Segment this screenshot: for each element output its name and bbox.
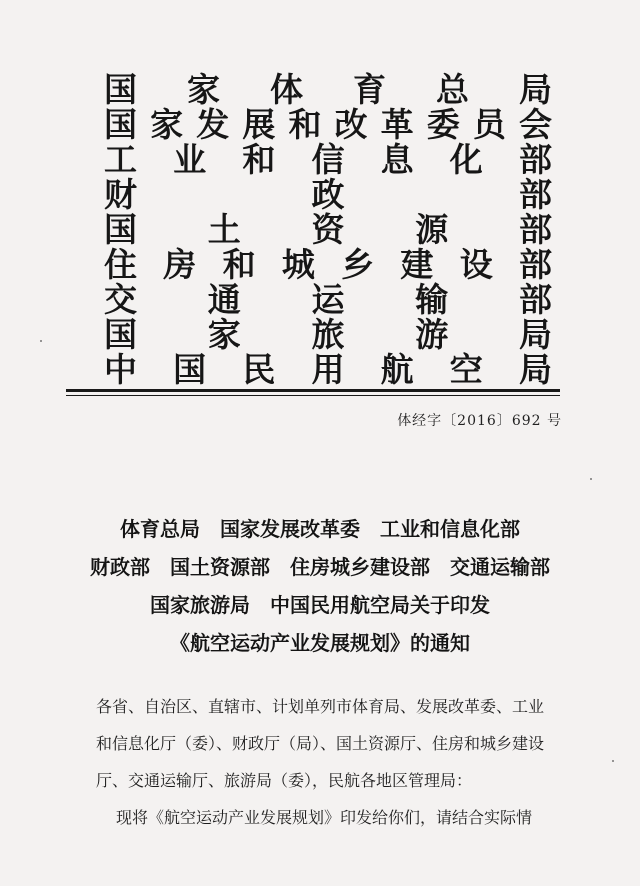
authority-char: 财 — [104, 175, 137, 214]
authority-char: 输 — [415, 280, 449, 319]
authority-char: 住 — [104, 245, 137, 284]
header-divider-thick — [66, 389, 560, 392]
authority-char: 国 — [173, 350, 207, 389]
authority-char: 育 — [353, 70, 386, 109]
authority-char: 工 — [104, 140, 137, 179]
authority-char: 源 — [415, 210, 449, 249]
title-line: 国家旅游局 中国民用航空局关于印发 — [150, 593, 490, 617]
authority-char: 中 — [104, 350, 137, 389]
scan-speck — [612, 760, 614, 762]
notice-title — [60, 510, 580, 662]
authority-char: 总 — [436, 70, 469, 109]
body-paragraph-line: 现将《航空运动产业发展规划》印发给你们，请结合实际情 — [116, 808, 533, 827]
authority-char: 改 — [334, 105, 368, 144]
authority-char: 部 — [519, 175, 552, 214]
authority-line — [104, 107, 552, 142]
title-line: 财政部 国土资源部 住房城乡建设部 交通运输部 — [90, 555, 550, 579]
authority-char: 和 — [222, 245, 256, 284]
authority-char: 部 — [518, 245, 552, 284]
authority-char: 家 — [150, 105, 184, 144]
authority-line — [104, 142, 552, 177]
authority-char: 乡 — [341, 245, 375, 284]
authority-line — [104, 352, 552, 387]
authority-char: 局 — [519, 315, 552, 354]
authority-line — [104, 212, 552, 247]
authority-char: 资 — [311, 210, 345, 249]
authority-char: 部 — [518, 140, 552, 179]
authority-char: 空 — [449, 350, 483, 389]
authority-char: 政 — [311, 175, 345, 214]
authority-line — [104, 317, 552, 352]
authority-char: 革 — [380, 105, 414, 144]
authority-line — [104, 282, 552, 317]
authority-char: 局 — [518, 350, 552, 389]
authority-char: 局 — [519, 70, 552, 109]
authority-char: 信 — [311, 140, 345, 179]
authority-char: 国 — [104, 70, 137, 109]
authority-char: 会 — [518, 105, 552, 144]
authority-char: 员 — [472, 105, 506, 144]
authority-char: 土 — [207, 210, 241, 249]
addressee-line: 和信息化厅（委）、财政厅（局）、国土资源厅、住房和城乡建设 — [96, 734, 545, 753]
authority-char: 和 — [242, 140, 276, 179]
authority-char: 家 — [207, 315, 241, 354]
notice-body — [96, 688, 566, 836]
authority-char: 部 — [519, 210, 552, 249]
header-divider-thin — [66, 395, 560, 396]
addressee-line: 各省、自治区、直辖市、计划单列市体育局、发展改革委、工业 — [96, 697, 545, 716]
authority-char: 建 — [400, 245, 434, 284]
authority-char: 展 — [242, 105, 276, 144]
authority-char: 部 — [519, 280, 552, 319]
authority-char: 运 — [311, 280, 345, 319]
issuing-authorities — [104, 72, 552, 387]
authority-char: 体 — [270, 70, 303, 109]
authority-char: 航 — [380, 350, 414, 389]
authority-char: 业 — [173, 140, 207, 179]
authority-char: 国 — [104, 210, 137, 249]
title-line: 体育总局 国家发展改革委 工业和信息化部 — [120, 517, 520, 541]
document-number: 体经字〔2016〕692 号 — [397, 413, 562, 429]
authority-char: 息 — [380, 140, 414, 179]
authority-char: 国 — [104, 315, 137, 354]
authority-char: 用 — [311, 350, 345, 389]
authority-char: 交 — [104, 280, 137, 319]
authority-char: 通 — [207, 280, 241, 319]
authority-char: 游 — [415, 315, 449, 354]
authority-char: 民 — [242, 350, 276, 389]
authority-char: 旅 — [311, 315, 345, 354]
authority-char: 设 — [459, 245, 493, 284]
addressee-line: 厅、交通运输厅、旅游局（委），民航各地区管理局： — [96, 771, 473, 790]
authority-char: 委 — [426, 105, 460, 144]
authority-char: 发 — [196, 105, 230, 144]
authority-line — [104, 72, 552, 107]
scan-speck — [40, 340, 42, 342]
authority-char: 城 — [281, 245, 315, 284]
scan-speck — [590, 478, 592, 480]
authority-char: 国 — [104, 105, 137, 144]
authority-char: 家 — [187, 70, 220, 109]
title-line: 《航空运动产业发展规划》的通知 — [170, 631, 470, 655]
authority-char: 房 — [163, 245, 197, 284]
authority-char: 和 — [288, 105, 322, 144]
authority-char: 化 — [449, 140, 483, 179]
authority-line — [104, 177, 552, 212]
authority-line — [104, 247, 552, 282]
